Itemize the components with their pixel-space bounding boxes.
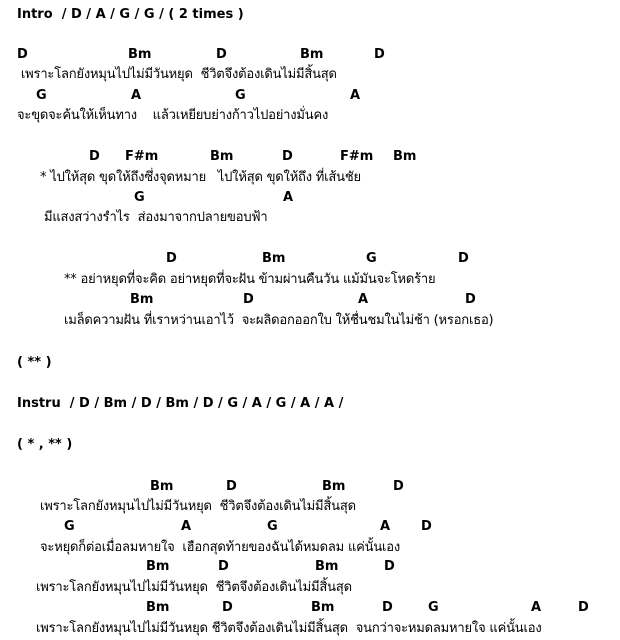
chord-label: A bbox=[380, 519, 391, 534]
chord-label: Bm bbox=[393, 149, 417, 164]
chord-label: Bm bbox=[315, 559, 339, 574]
chord-label: D bbox=[89, 149, 100, 164]
chord-label: Bm bbox=[262, 251, 286, 266]
chord-label: A bbox=[531, 600, 542, 615]
chord-label: D bbox=[17, 47, 28, 62]
chord-label: D bbox=[578, 600, 589, 615]
chord-label: D bbox=[222, 600, 233, 615]
chord-label: Bm bbox=[130, 292, 154, 307]
lyric-line: เพราะโลกยังหมุนไปไม่มีวันหยุด ชีวิตจึงต้องเดินไม่มีสิ้นสุด bbox=[17, 67, 337, 82]
chord-label: D bbox=[393, 479, 404, 494]
repeat-marker: ( ** ) bbox=[17, 355, 52, 370]
chord-label: D bbox=[226, 479, 237, 494]
chord-label: D bbox=[374, 47, 385, 62]
chord-label: D bbox=[465, 292, 476, 307]
chord-label: A bbox=[181, 519, 192, 534]
repeat-marker: ( * , ** ) bbox=[17, 437, 73, 452]
chord-label: Bm bbox=[146, 600, 170, 615]
chord-label: G bbox=[428, 600, 439, 615]
chord-label: G bbox=[36, 88, 47, 103]
chord-label: G bbox=[366, 251, 377, 266]
chord-label: D bbox=[384, 559, 395, 574]
chord-label: D bbox=[382, 600, 393, 615]
lyric-line: ** อย่าหยุดที่จะคิด อย่าหยุดที่จะฝัน ข้ามผ่านคืนวัน แม้มันจะโหดร้าย bbox=[64, 272, 436, 287]
lyric-line: จะขุดจะค้นให้เห็นทาง แล้วเหยียบย่างก้าวไปอย่างมั่นคง bbox=[17, 108, 329, 123]
lyric-line: เมล็ดความฝัน ที่เราหว่านเอาไว้ จะผลิดอกออกใบ ให้ชื่นชมในไม่ช้า (หรอกเธอ) bbox=[64, 313, 494, 328]
chord-label: Bm bbox=[322, 479, 346, 494]
lyric-line: เพราะโลกยังหมุนไปไม่มีวันหยุด ชีวิตจึงต้องเดินไม่มีสิ้นสุด จนกว่าจะหมดลมหายใจ แค่นั้นเอง bbox=[36, 621, 542, 636]
chord-label: F#m bbox=[340, 149, 374, 164]
chord-label: G bbox=[235, 88, 246, 103]
chord-label: A bbox=[131, 88, 142, 103]
lyric-line: จะหยุดก็ต่อเมื่อลมหายใจ เฮือกสุดท้ายของฉันได้หมดลม แค่นั้นเอง bbox=[40, 540, 401, 555]
chord-label: Bm bbox=[128, 47, 152, 62]
lyric-line: เพราะโลกยังหมุนไปไม่มีวันหยุด ชีวิตจึงต้องเดินไม่มีสิ้นสุด bbox=[40, 499, 356, 514]
chord-label: D bbox=[218, 559, 229, 574]
chord-label: D bbox=[216, 47, 227, 62]
chord-label: D bbox=[421, 519, 432, 534]
chord-label: D bbox=[166, 251, 177, 266]
lyric-line: มีแสงสว่างรำไร ส่องมาจากปลายขอบฟ้า bbox=[44, 210, 268, 225]
chord-label: Bm bbox=[311, 600, 335, 615]
chord-label: G bbox=[267, 519, 278, 534]
lyric-line: * ไปให้สุด ขุดให้ถึงซึ่งจุดหมาย ไปให้สุด ขุดให้ถึง ที่เส้นชัย bbox=[40, 170, 361, 185]
chord-label: D bbox=[243, 292, 254, 307]
instru-line: Instru / D / Bm / D / Bm / D / G / A / G / A / A / bbox=[17, 396, 344, 411]
chord-label: A bbox=[283, 190, 294, 205]
chord-label: G bbox=[64, 519, 75, 534]
chord-label: D bbox=[282, 149, 293, 164]
chord-label: A bbox=[358, 292, 369, 307]
chord-label: D bbox=[458, 251, 469, 266]
chord-label: G bbox=[134, 190, 145, 205]
chord-label: F#m bbox=[125, 149, 159, 164]
lyric-line: เพราะโลกยังหมุนไปไม่มีวันหยุด ชีวิตจึงต้องเดินไม่มีสิ้นสุด bbox=[36, 580, 352, 595]
chord-label: Bm bbox=[150, 479, 174, 494]
chord-label: Bm bbox=[300, 47, 324, 62]
chord-label: A bbox=[350, 88, 361, 103]
intro-line: Intro / D / A / G / G / ( 2 times ) bbox=[17, 7, 244, 22]
chord-label: Bm bbox=[146, 559, 170, 574]
chord-label: Bm bbox=[210, 149, 234, 164]
